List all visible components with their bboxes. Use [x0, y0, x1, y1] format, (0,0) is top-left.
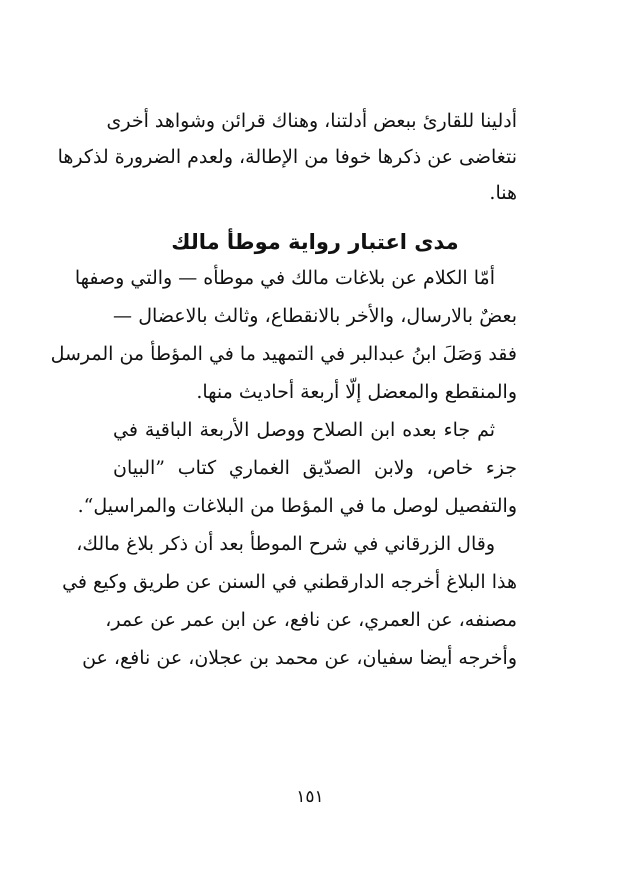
text-line: أدلينا للقارئ ببعض أدلتنا، وهناك قرائن وشواهد أخرى [106, 110, 517, 132]
text-line: مصنفه، عن العمري، عن نافع، عن ابن عمر عن عمر، [105, 609, 517, 631]
paragraph-intro [57, 103, 517, 211]
text-line: ثم جاء بعده ابن الصلاح ووصل الأربعة الباقية في [113, 419, 495, 441]
text-line: هنا. [489, 182, 517, 204]
section-body [50, 259, 517, 677]
text-line: أمّا الكلام عن بلاغات مالك في موطأه — والتي وصفها [74, 267, 495, 289]
text-line: بعضٌ بالارسال، والأخر بالانقطاع، وثالث بالاعضال — [113, 305, 517, 327]
section-heading: مدى اعتبار رواية موطأ مالك [171, 230, 459, 254]
text-line: نتغاضى عن ذكرها خوفا من الإطالة، ولعدم الضرورة لذكرها [57, 146, 517, 168]
text-line: جزء خاص، ولابن الصدّيق الغماري كتاب ”البيان [113, 457, 517, 479]
text-line: والتفصيل لوصل ما في المؤطا من البلاغات والمراسيل“. [77, 495, 517, 517]
text-line: والمنقطع والمعضل إلّا أربعة أحاديث منها. [196, 381, 517, 403]
page-number: ١٥١ [296, 787, 324, 807]
text-line: وأخرجه أيضا سفيان، عن محمد بن عجلان، عن نافع، عن [82, 647, 517, 669]
text-line: وقال الزرقاني في شرح الموطأ بعد أن ذكر بلاغ مالك، [76, 533, 495, 555]
text-line: فقد وَصَلَ ابنُ عبدالبر في التمهيد ما في المؤطأ من المرسل [50, 343, 517, 365]
text-line: هذا البلاغ أخرجه الدارقطني في السنن عن طريق وكيع في [62, 571, 517, 593]
